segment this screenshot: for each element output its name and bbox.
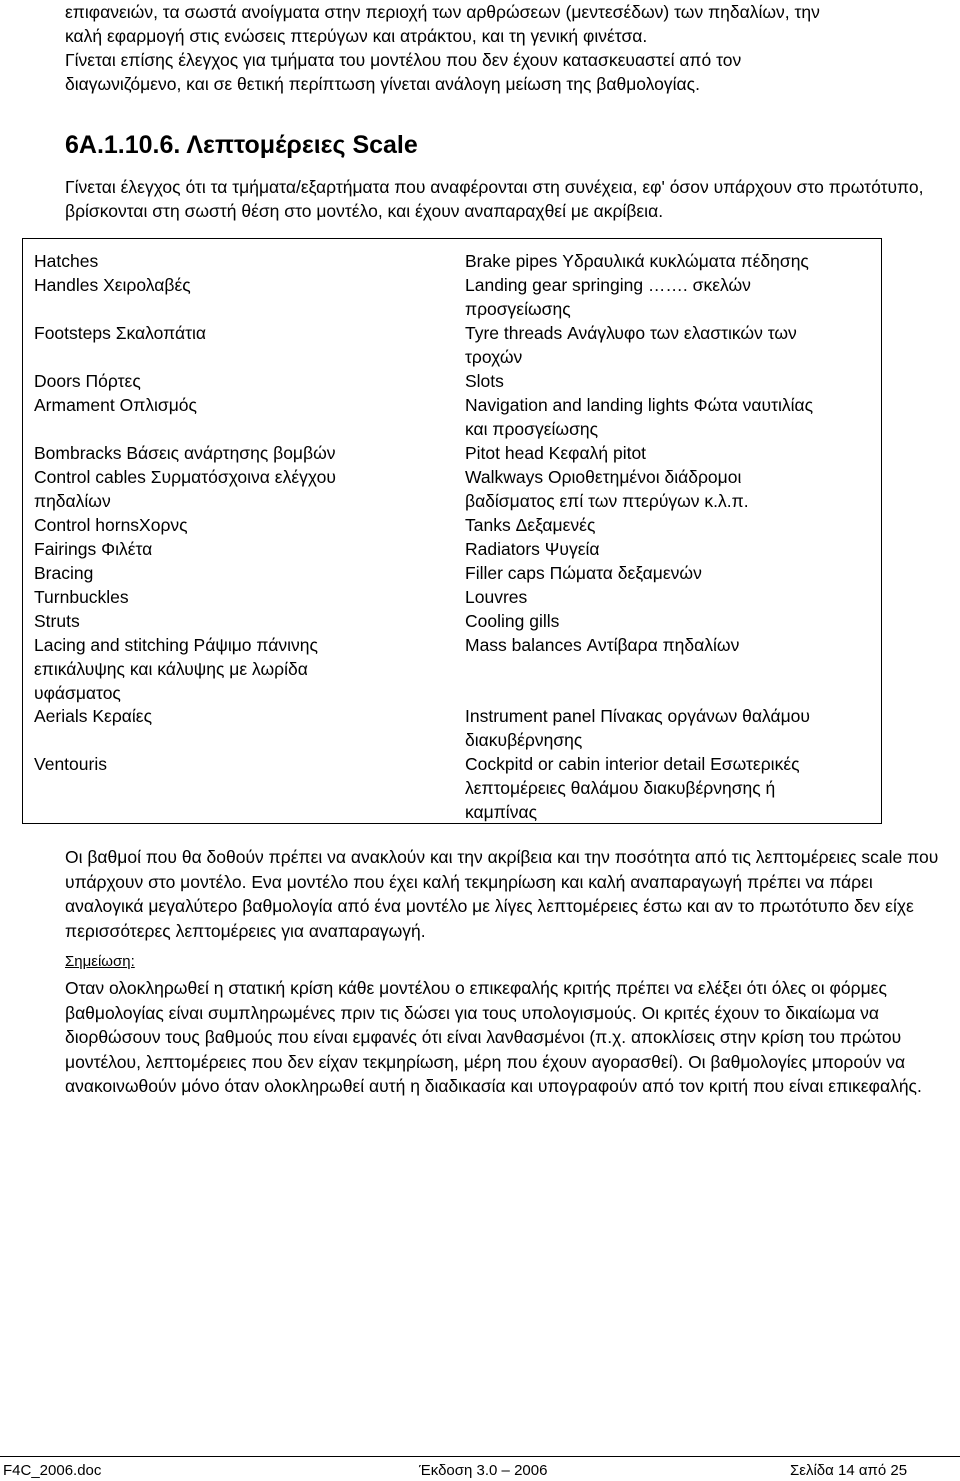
table-cell: Doors Πόρτες [34, 371, 141, 391]
table-cell: Brake pipes Υδραυλικά κυκλώματα πέδησης [465, 251, 809, 271]
table-cell: Cooling gills [465, 611, 560, 631]
note-paragraph: Οταν ολοκληρωθεί η στατική κρίση κάθε μοντέλου ο επικεφαλής κριτής πρέπει να ελέξει ότι όλες οι φόρμες βαθμολογίας είναι συμπληρωμένες πριν τις δώσει για τους υπολογισμούς. Οι κριτές έχουν το δικαίωμα να διορθώσουν τους βαθμούς που είναι εμφανές ότι είναι λανθασμένοι (π.χ. αποκλίσεις στην κρίση του πρώτου μοντέλου, λεπτομέρειες που δεν είχαν τεκμηρίωση, μέρη που έχουν αγορασθεί). Οι βαθμολογίες μπορούν να ανακοινωθούν μόνο όταν ολοκληρωθεί αυτή η διαδικασία και υπογραφούν από τον κριτή που είναι επικεφαλής. [65, 978, 922, 1096]
table-cell: Footsteps Σκαλοπάτια [34, 323, 207, 343]
table-cell: Slots [465, 371, 504, 391]
section-heading: 6Α.1.10.6. Λεπτομέρειες Scale [65, 131, 418, 159]
table-cell: Navigation and landing lights Φώτα ναυτιλίας και προσγείωσης [465, 395, 814, 439]
intro-paragraph [65, 0, 945, 96]
table-cell: Armament Οπλισμός [34, 395, 197, 415]
table-cell: Cockpitd or cabin interior detail Εσωτερικές λεπτομέρειες θαλάμου διακυβέρνησης ή καμπίνας [465, 754, 800, 822]
after-table-paragraph: Οι βαθμοί που θα δοθούν πρέπει να ανακλούν και την ακρίβεια και την ποσότητα από τις λεπτομέρειες scale που υπάρχουν στο μοντέλο. Ενα μοντέλο που έχει καλή τεκμηρίωση και καλή αναπαραγωγή πρέπει να πάρει αναλογικά μεγαλύτερο βαθμολογία από ένα μοντέλο με λίγες λεπτομέρειες έστω και αν το πρωτότυπο δεν είχε περισσότερες λεπτομέρειες για αναπαραγωγή. [65, 847, 939, 941]
table-cell: Struts [34, 611, 80, 631]
intro-line: Γίνεται επίσης έλεγχος για τμήματα του μοντέλου που δεν έχουν κατασκευαστεί από τον [65, 50, 742, 70]
table-cell: Louvres [465, 587, 528, 607]
intro-line: επιφανειών, τα σωστά ανοίγματα στην περιοχή των αρθρώσεων (μεντεσέδων) των πηδαλίων, την [65, 2, 820, 22]
scale-details-table [22, 238, 882, 824]
table-cell: Control hornsΧορνς [34, 515, 188, 535]
table-cell: Hatches [34, 251, 99, 271]
footer-page-number: Σελίδα 14 από 25 [790, 1462, 908, 1479]
footer-filename: F4C_2006.doc [3, 1462, 102, 1479]
table-cell: Pitot head Κεφαλή pitot [465, 443, 647, 463]
footer-edition: Έκδοση 3.0 – 2006 [419, 1462, 548, 1479]
table-cell: Bombracks Βάσεις ανάρτησης βομβών [34, 443, 336, 463]
table-cell: Radiators Ψυγεία [465, 539, 600, 559]
table-cell: Landing gear springing ……. σκελών προσγείωσης [465, 275, 751, 319]
intro-line: καλή εφαρμογή στις ενώσεις πτερύγων και ατράκτου, και τη γενική φινέτσα. [65, 26, 648, 46]
intro-line: διαγωνιζόμενο, και σε θετική περίπτωση γίνεται ανάλογη μείωση της βαθμολογίας. [65, 74, 700, 94]
table-cell: Turnbuckles [34, 587, 129, 607]
note-label: Σημείωση: [65, 953, 135, 970]
section-lead-paragraph: Γίνεται έλεγχος ότι τα τμήματα/εξαρτήματα που αναφέρονται στη συνέχεια, εφ' όσον υπάρχουν στο πρωτότυπο, βρίσκονται στη σωστή θέση στο μοντέλο, και έχουν αναπαραχθεί με ακρίβεια. [65, 177, 924, 221]
table-cell: Aerials Κεραίες [34, 706, 153, 726]
footer-divider [0, 1456, 960, 1457]
table-cell: Handles Χειρολαβές [34, 275, 191, 295]
table-cell: Tyre threads Ανάγλυφο των ελαστικών των τροχών [465, 323, 797, 367]
table-cell: Walkways Οριοθετημένοι διάδρομοι βαδίσματος επί των πτερύγων κ.λ.π. [465, 467, 749, 511]
table-cell: Bracing [34, 563, 94, 583]
table-cell: Control cables Συρματόσχοινα ελέγχου πηδαλίων [34, 467, 336, 511]
table-cell: Tanks Δεξαμενές [465, 515, 596, 535]
table-cell: Mass balances Αντίβαρα πηδαλίων [465, 635, 740, 655]
table-cell: Ventouris [34, 754, 107, 774]
table-cell: Fairings Φιλέτα [34, 539, 153, 559]
table-cell: Filler caps Πώματα δεξαμενών [465, 563, 702, 583]
table-cell: Lacing and stitching Ράψιμο πάνινης επικάλυψης και κάλυψης με λωρίδα υφάσματος [34, 635, 318, 703]
table-cell: Instrument panel Πίνακας οργάνων θαλάμου διακυβέρνησης [465, 706, 810, 750]
